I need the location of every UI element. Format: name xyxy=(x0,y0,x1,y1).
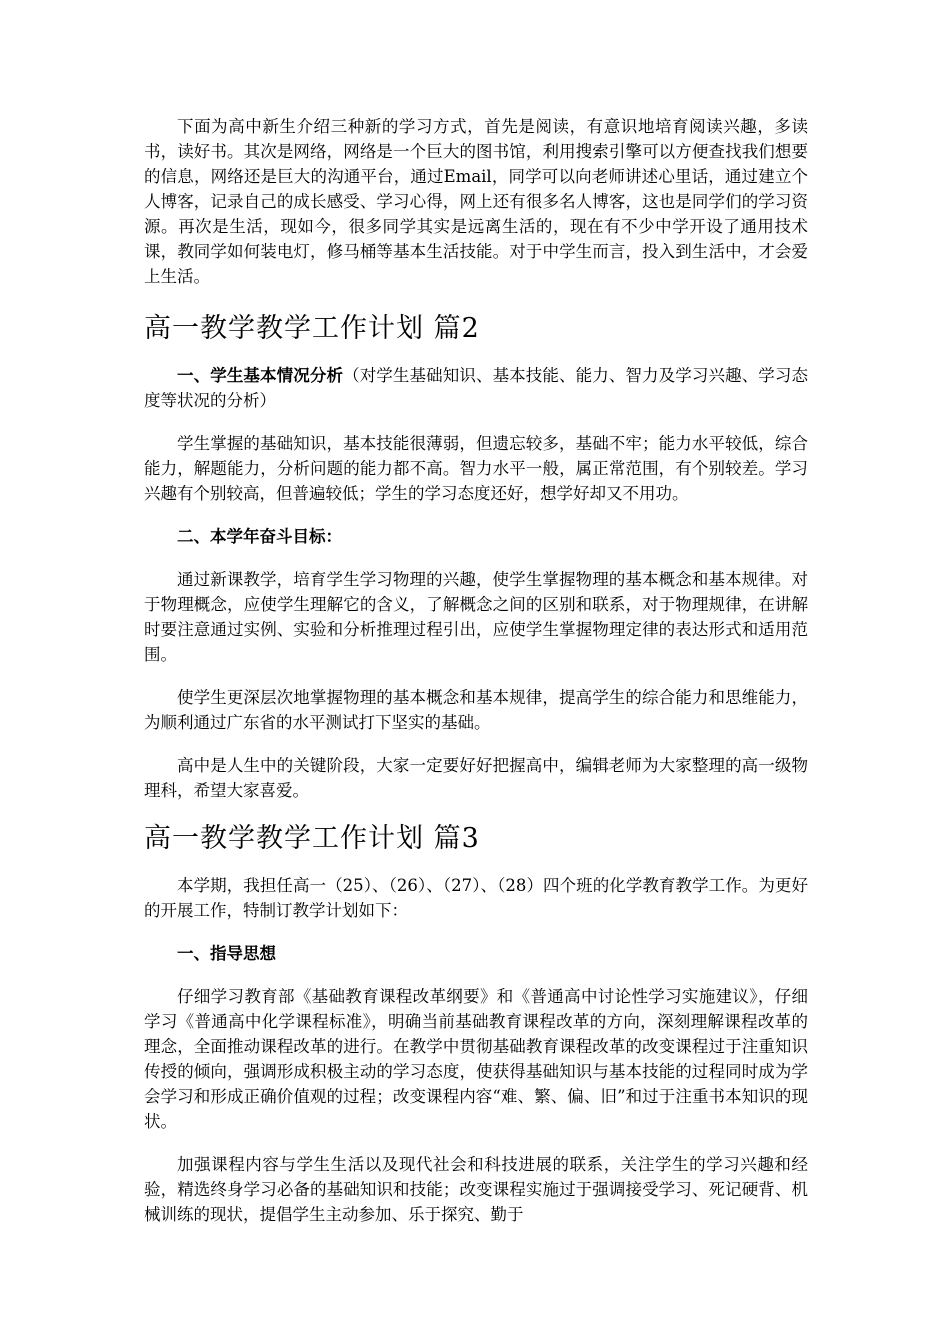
section3-heading1: 一、指导思想 xyxy=(177,944,276,963)
intro-paragraph: 下面为高中新生介绍三种新的学习方式，首先是阅读，有意识地培育阅读兴趣，多读书，读好书。其次是网络，网络是一个巨大的图书馆，利用搜索引擎可以方便查找我们想要的信息，网络还是巨大的沟通平台，通过Email，同学可以向老师讲述心里话，通过建立个人博客，记录自己的成长感受、学习心得，网上还有很多名人博客，这也是同学们的学习资源。再次是生活，现如今，很多同学其实是远离生活的，现在有不少中学开设了通用技术课，教同学如何装电灯，修马桶等基本生活技能。对于中学生而言，投入到生活中，才会爱上生活。 xyxy=(144,117,808,286)
section2-title-text: 高一教学教学工作计划 xyxy=(144,313,424,344)
section2-part-label: 篇2 xyxy=(433,313,480,344)
section2-title xyxy=(144,311,808,347)
section2-para3: 使学生更深层次地掌握物理的基本概念和基本规律，提高学生的综合能力和思维能力，为顺利通过广东省的水平测试打下坚实的基础。 xyxy=(144,688,808,732)
section3-para2: 仔细学习教育部《基础教育课程改革纲要》和《普通高中讨论性学习实施建议》，仔细学习《普通高中化学课程标准》，明确当前基础教育课程改革的方向，深刻理解课程改革的理念，全面推动课程改革的进行。在教学中贯彻基础教育课程改革的改变课程过于注重知识传授的倾向，强调形成积极主动的学习态度，使获得基础知识与基本技能的过程同时成为学会学习和形成正确价值观的过程；改变课程内容“难、繁、偏、旧”和过于注重书本知识的现状。 xyxy=(144,987,808,1131)
section2-para2: 通过新课教学，培育学生学习物理的兴趣，使学生掌握物理的基本概念和基本规律。对于物理概念，应使学生理解它的含义，了解概念之间的区别和联系，对于物理规律，在讲解时要注意通过实例、实验和分析推理过程引出，应使学生掌握物理定律的表达形式和适用范围。 xyxy=(144,570,808,664)
section2-heading1-rest: （对学生基础知识、基本技能、能力、智力及学习兴趣、学习态度等状况的分析） xyxy=(144,366,809,410)
section3-title-text: 高一教学教学工作计划 xyxy=(144,823,424,854)
section2-heading1 xyxy=(144,363,808,413)
section2-para4: 高中是人生中的关键阶段，大家一定要好好把握高中，编辑老师为大家整理的高一级物理科，希望大家喜爱。 xyxy=(144,756,808,800)
document-page xyxy=(144,108,808,1245)
section2-para1: 学生掌握的基础知识，基本技能很薄弱，但遗忘较多，基础不牢；能力水平较低，综合能力，解题能力，分析问题的能力都不高。智力水平一般，属正常范围，有个别较差。学习兴趣有个别较高，但普遍较低；学生的学习态度还好，想学好却又不用功。 xyxy=(144,434,808,503)
section2-heading2: 二、本学年奋斗目标： xyxy=(177,527,342,546)
section3-part-label: 篇3 xyxy=(433,823,480,854)
section3-para3: 加强课程内容与学生生活以及现代社会和科技进展的联系，关注学生的学习兴趣和经验，精选终身学习必备的基础知识和技能；改变课程实施过于强调接受学习、死记硬背、机械训练的现状，提倡学生主动参加、乐于探究、勤于 xyxy=(144,1155,808,1224)
section3-title xyxy=(144,821,808,857)
section3-para1: 本学期，我担任高一（25）、（26）、（27）、（28）四个班的化学教育教学工作。为更好的开展工作，特制订教学计划如下： xyxy=(144,876,808,920)
section2-heading1-bold: 一、学生基本情况分析 xyxy=(177,366,344,385)
